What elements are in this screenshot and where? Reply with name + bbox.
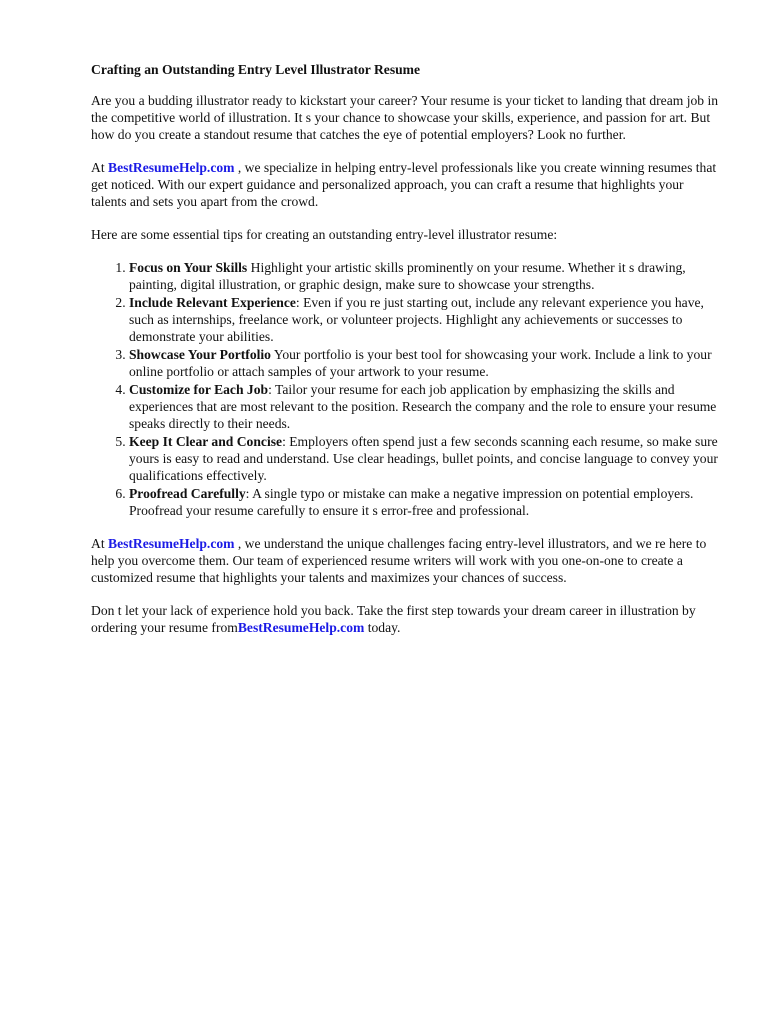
help-paragraph [91,535,721,586]
tip-heading: Customize for Each Job [129,382,269,397]
help-text: , we understand the unique challenges facing entry-level illustrators, and we re here to help you overcome them. Our team of experienced resume writers will work with you one-on-one to create a customized resume that highlights your talents and maximizes your chances of success. [91,536,707,585]
tip-heading: Showcase Your Portfolio [129,347,271,362]
tip-item [129,294,721,345]
bestresumehelp-link[interactable]: BestResumeHelp.com [237,620,365,635]
intro-paragraph: Are you a budding illustrator ready to kickstart your career? Your resume is your ticket to landing that dream job in the competitive world of illustration. It s your chance to showcase your skills, experience, and passion for art. But how do you create a standout resume that catches the eye of potential employers? Look no further. [91,93,719,142]
document-title: Crafting an Outstanding Entry Level Illustrator Resume [91,62,421,77]
closing-paragraph [91,602,721,636]
tip-item [129,259,721,293]
tip-body: Your portfolio is your best tool for showcasing your work. Include a link to your online portfolio or attach samples of your artwork to your resume. [129,347,712,379]
closing-prefix: Don t let your lack of experience hold you back. Take the first step towards your dream career in illustration by ordering your resume from [91,603,696,635]
service-text: , we specialize in helping entry-level professionals like you create winning resumes that get noticed. With our expert guidance and personalized approach, you can craft a resume that highlights your talents and sets you apart from the crowd. [91,160,717,209]
help-prefix: At [91,536,108,551]
tip-body: Highlight your artistic skills prominently on your resume. Whether it s drawing, painting, digital illustration, or graphic design, make sure to showcase your strengths. [129,260,686,292]
closing-text: today. [364,620,401,635]
tip-heading: Include Relevant Experience [129,295,296,310]
tip-heading: Focus on Your Skills [129,260,248,275]
service-prefix: At [91,160,108,175]
tip-body: : A single typo or mistake can make a negative impression on potential employers. Proofread your resume carefully to ensure it s error-free and professional. [129,486,694,518]
tip-item [129,346,721,380]
tip-heading: Proofread Carefully [129,486,246,501]
service-paragraph [91,159,721,210]
document-page [91,61,721,652]
bestresumehelp-link[interactable]: BestResumeHelp.com [108,160,235,175]
tips-list [91,259,721,519]
bestresumehelp-link[interactable]: BestResumeHelp.com [108,536,235,551]
tip-heading: Keep It Clear and Concise [129,434,283,449]
tip-body: : Employers often spend just a few seconds scanning each resume, so make sure yours is easy to read and understand. Use clear headings, bullet points, and concise language to convey your qualifications effectively. [129,434,718,483]
tip-body: : Even if you re just starting out, include any relevant experience you have, such as internships, freelance work, or volunteer projects. Highlight any achievements or successes to demonstrate your abilities. [129,295,704,344]
tip-body: : Tailor your resume for each job application by emphasizing the skills and experiences that are most relevant to the position. Research the company and the role to ensure your resume speaks directly to their needs. [129,382,717,431]
tip-item [129,485,721,519]
tip-item [129,433,721,484]
tip-item [129,381,721,432]
tips-intro: Here are some essential tips for creating an outstanding entry-level illustrator resume: [91,227,558,242]
